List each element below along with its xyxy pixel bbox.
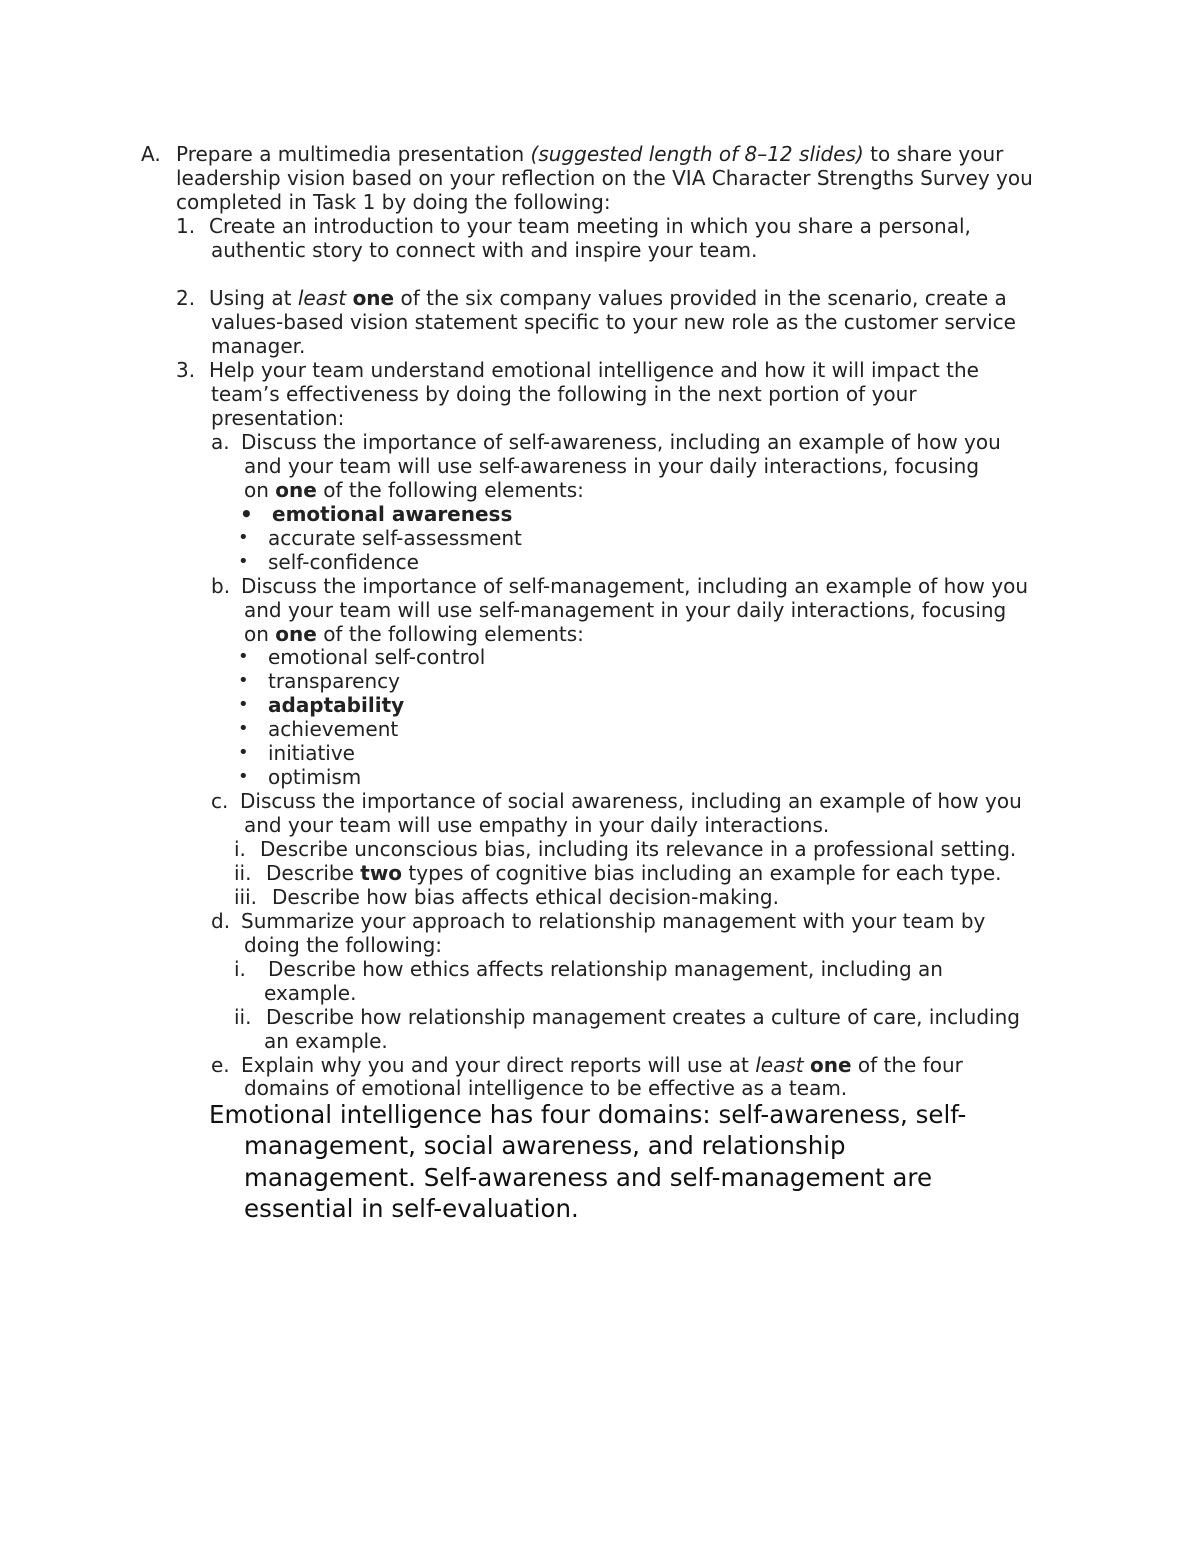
bullet-item: emotional self-control bbox=[268, 645, 486, 669]
sub-a-marker: a. bbox=[211, 430, 230, 454]
item-3-line-1: Help your team understand emotional intelligence and how it will impact the bbox=[209, 358, 979, 382]
sub-a-line-2: and your team will use self-awareness in your daily interactions, focusing bbox=[244, 454, 980, 478]
sub-b-line-1: Discuss the importance of self-management, including an example of how you bbox=[241, 574, 1029, 598]
item-2-marker: 2. bbox=[176, 286, 196, 310]
sub-d-item-2-line-2: an example. bbox=[264, 1029, 388, 1053]
item-2-line-2: values-based vision statement specific to your new role as the customer service bbox=[211, 310, 1016, 334]
sub-b-line-2: and your team will use self-management in your daily interactions, focusing bbox=[244, 598, 1007, 622]
sub-d-marker: d. bbox=[211, 909, 231, 933]
sub-c-line-2: and your team will use empathy in your daily interactions. bbox=[244, 813, 830, 837]
sub-d-item-1-line-1: Describe how ethics affects relationship management, including an bbox=[268, 957, 943, 981]
bullet-item: optimism bbox=[268, 765, 362, 789]
roman-marker: ii. bbox=[234, 1005, 252, 1029]
bullet-icon: • bbox=[238, 766, 249, 787]
bullet-item: adaptability bbox=[268, 693, 405, 717]
sub-c-item-3: Describe how bias affects ethical decision-making. bbox=[272, 885, 779, 909]
roman-marker: i. bbox=[234, 957, 246, 981]
suggested-length-note: (suggested length of 8–12 slides) bbox=[530, 142, 864, 166]
answer-line-2: management, social awareness, and relationship bbox=[244, 1131, 846, 1160]
bullet-icon: • bbox=[238, 742, 249, 763]
answer-line-3: management. Self-awareness and self-management are bbox=[244, 1163, 933, 1192]
bullet-item: emotional awareness bbox=[272, 502, 513, 526]
bullet-icon: • bbox=[238, 551, 249, 572]
bullet-icon: • bbox=[238, 527, 249, 548]
bullet-icon: • bbox=[238, 670, 249, 691]
roman-marker: ii. bbox=[234, 861, 252, 885]
sub-d-line-1: Summarize your approach to relationship management with your team by bbox=[241, 909, 986, 933]
sub-e-line-2: domains of emotional intelligence to be effective as a team. bbox=[244, 1076, 848, 1100]
sub-d-line-2: doing the following: bbox=[244, 933, 443, 957]
sub-b-marker: b. bbox=[211, 574, 231, 598]
sub-c-line-1: Discuss the importance of social awareness, including an example of how you bbox=[240, 789, 1022, 813]
item-3-line-3: presentation: bbox=[211, 406, 345, 430]
sub-e-marker: e. bbox=[211, 1053, 230, 1077]
sub-e-line-1: Explain why you and your direct reports will use at least one of the four bbox=[241, 1053, 963, 1077]
bullet-icon: • bbox=[238, 646, 249, 667]
bullet-icon: • bbox=[238, 718, 249, 739]
sub-c-item-1: Describe unconscious bias, including its relevance in a professional setting. bbox=[260, 837, 1017, 861]
sub-a-line-1: Discuss the importance of self-awareness, including an example of how you bbox=[241, 430, 1001, 454]
item-3-marker: 3. bbox=[176, 358, 196, 382]
item-1-line-1: Create an introduction to your team meeting in which you share a personal, bbox=[209, 214, 971, 238]
item-a-line-3: completed in Task 1 by doing the following: bbox=[176, 190, 611, 214]
item-1-line-2: authentic story to connect with and inspire your team. bbox=[211, 238, 758, 262]
roman-marker: i. bbox=[234, 837, 246, 861]
bullet-item: achievement bbox=[268, 717, 399, 741]
sub-c-item-2: Describe two types of cognitive bias including an example for each type. bbox=[266, 861, 1002, 885]
sub-d-item-1-line-2: example. bbox=[264, 981, 357, 1005]
bullet-item: initiative bbox=[268, 741, 355, 765]
bullet-item: accurate self-assessment bbox=[268, 526, 522, 550]
bullet-item: transparency bbox=[268, 669, 400, 693]
item-3-line-2: team’s effectiveness by doing the following in the next portion of your bbox=[211, 382, 917, 406]
item-2-line-1: Using at least one of the six company values provided in the scenario, create a bbox=[209, 286, 1007, 310]
sub-a-line-3: on one of the following elements: bbox=[244, 478, 584, 502]
item-a-marker: A. bbox=[141, 142, 161, 166]
item-2-line-3: manager. bbox=[211, 334, 306, 358]
sub-d-item-2-line-1: Describe how relationship management creates a culture of care, including bbox=[266, 1005, 1020, 1029]
bullet-icon: • bbox=[238, 694, 249, 715]
item-a-line-2: leadership vision based on your reflection on the VIA Character Strengths Survey you bbox=[176, 166, 1033, 190]
answer-line-4: essential in self-evaluation. bbox=[244, 1194, 579, 1223]
item-a-line-1: Prepare a multimedia presentation (suggested length of 8–12 slides) to share your bbox=[176, 142, 1004, 166]
sub-b-line-3: on one of the following elements: bbox=[244, 622, 584, 646]
item-1-marker: 1. bbox=[176, 214, 196, 238]
bullet-icon: • bbox=[240, 502, 253, 526]
bullet-item: self-confidence bbox=[268, 550, 419, 574]
roman-marker: iii. bbox=[234, 885, 258, 909]
answer-line-1: Emotional intelligence has four domains: self-awareness, self- bbox=[209, 1100, 967, 1129]
sub-c-marker: c. bbox=[211, 789, 229, 813]
